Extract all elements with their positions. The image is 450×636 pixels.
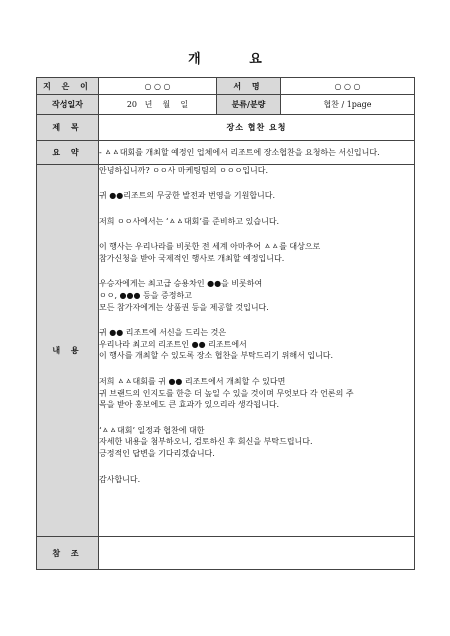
- content-row: [37, 165, 415, 537]
- letter-line: 귀 ●●리조트의 무궁한 발전과 번영을 기원합니다.: [99, 191, 276, 201]
- letter-paragraph: [99, 216, 414, 228]
- letter-line: 귀 ●● 리조트에 서신을 드리는 것은: [99, 327, 227, 337]
- letter-line: ‘ㅿㅿ대회’ 일정과 협찬에 대한: [99, 425, 205, 435]
- letter-line: 이 행사는 우리나라를 비롯한 전 세계 아마추어 ㅿㅿ를 대상으로: [99, 241, 321, 251]
- letter-paragraph: [99, 327, 414, 362]
- letter-paragraph: [99, 474, 414, 486]
- content-body: [99, 165, 415, 537]
- signature-value: ○ ○ ○: [281, 78, 415, 95]
- letter-line: 목을 받아 홍보에도 큰 효과가 있으리라 생각됩니다.: [99, 400, 280, 410]
- letter-line: 저희 ㅇㅇ사에서는 ‘ㅿㅿ대회’를 준비하고 있습니다.: [99, 216, 280, 226]
- letter-line: ㅇㅇ, ●●● 등을 증정하고: [99, 290, 192, 300]
- reference-value: [99, 537, 415, 570]
- subject-value: 장소 협찬 요청: [99, 115, 415, 141]
- author-label: 지 은 이: [37, 78, 99, 95]
- letter-paragraph: [99, 278, 414, 313]
- date-value: 20 년 월 일: [99, 95, 217, 115]
- summary-label: 요 약: [37, 141, 99, 165]
- letter-paragraph: [99, 190, 414, 202]
- letter-paragraph: [99, 165, 414, 177]
- category-label: 분류/분량: [217, 95, 281, 115]
- date-row: [37, 95, 415, 115]
- author-value: ○ ○ ○: [99, 78, 217, 95]
- date-label: 작성일자: [37, 95, 99, 115]
- letter-line: 긍정적인 답변을 기다리겠습니다.: [99, 449, 215, 459]
- category-value: 협찬 / 1page: [281, 95, 415, 115]
- letter-line: 감사합니다.: [99, 474, 141, 484]
- letter-line: 귀 브랜드의 인지도를 한층 더 높일 수 있을 것이며 무엇보다 각 언론의 주: [99, 388, 354, 398]
- letter-line: 참가신청을 받아 국제적인 행사로 개최할 예정입니다.: [99, 253, 285, 263]
- letter-line: 이 행사를 개최할 수 있도록 장소 협찬을 부탁드리기 위해서 입니다.: [99, 351, 334, 361]
- letter-paragraph: [99, 425, 414, 460]
- subject-label: 제 목: [37, 115, 99, 141]
- letter-line: 우리나라 최고의 리조트인 ●● 리조트에서: [99, 339, 247, 349]
- summary-value: - ㅿㅿ대회를 개최할 예정인 업체에서 리조트에 장소협찬을 요청하는 서신입니다.: [99, 141, 415, 165]
- author-row: [37, 78, 415, 95]
- letter-line: 자세한 내용을 첨부하오니, 검토하신 후 회신을 부탁드립니다.: [99, 437, 313, 447]
- document-title: 개 요: [188, 52, 284, 67]
- letter-line: 안녕하십니까? ㅇㅇ사 마케팅팀의 ㅇㅇㅇ입니다.: [99, 166, 269, 175]
- content-label: 내 용: [37, 165, 99, 537]
- letter-paragraph: [99, 241, 414, 265]
- subject-row: [37, 115, 415, 141]
- letter-line: 저희 ㅿㅿ대회를 귀 ●● 리조트에서 개최할 수 있다면: [99, 376, 286, 386]
- letter-paragraph: [99, 376, 414, 411]
- letter-line: 모든 참가자에게는 상품권 등을 제공할 것입니다.: [99, 302, 269, 312]
- reference-label: 참 조: [37, 537, 99, 570]
- letter-line: 우승자에게는 최고급 승용차인 ●●을 비롯하여: [99, 278, 263, 288]
- reference-row: [37, 537, 415, 570]
- summary-row: [37, 141, 415, 165]
- letter-text: [99, 165, 414, 485]
- signature-label: 서 명: [217, 78, 281, 95]
- form-table: [36, 77, 415, 570]
